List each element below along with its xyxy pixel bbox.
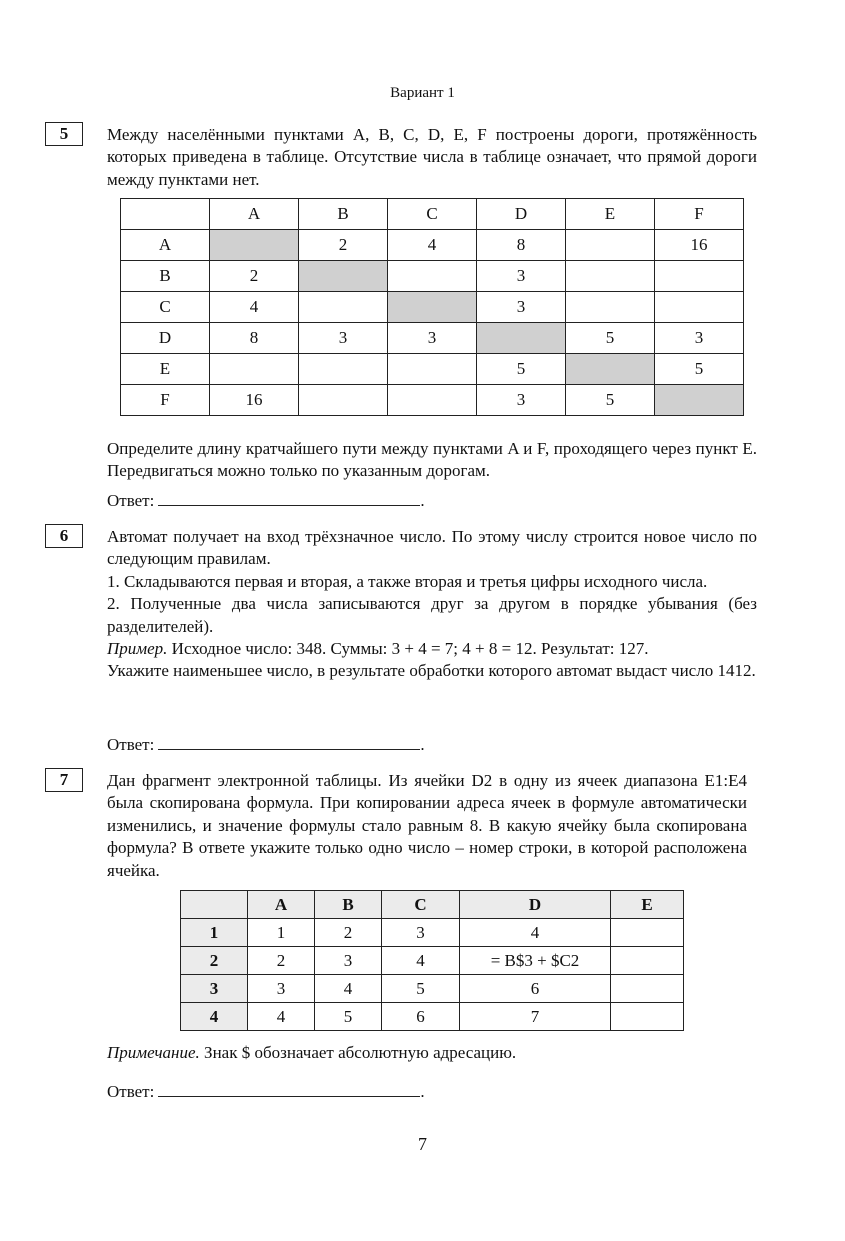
sheet-row-header: 2	[181, 947, 248, 975]
sheet-col-header: B	[315, 891, 382, 919]
table-row	[121, 385, 744, 416]
table-cell	[299, 385, 388, 416]
table-cell: 5	[655, 354, 744, 385]
table-cell-diagonal	[477, 323, 566, 354]
table-cell-diagonal	[655, 385, 744, 416]
table-cell-diagonal	[299, 261, 388, 292]
note-text: Знак $ обозначает абсолютную адресацию.	[199, 1043, 517, 1062]
spreadsheet-table	[180, 890, 684, 1031]
distance-table	[120, 198, 744, 416]
sheet-row-header: 3	[181, 975, 248, 1003]
table-cell: 4	[210, 292, 299, 323]
sheet-row-header: 1	[181, 919, 248, 947]
table-row-header: A	[121, 230, 210, 261]
table-cell-diagonal	[388, 292, 477, 323]
answer-line[interactable]	[158, 491, 420, 506]
table-cell	[210, 354, 299, 385]
note-label: Примечание.	[107, 1043, 200, 1062]
table-row	[121, 292, 744, 323]
table-cell: 3	[388, 323, 477, 354]
table-cell	[388, 385, 477, 416]
table-cell: 3	[477, 261, 566, 292]
question-5-prompt: Определите длину кратчайшего пути между пунктами A и F, проходящего через пункт E. Передвигаться можно только по указанным дорогам.	[107, 439, 757, 481]
table-cell: 5	[566, 385, 655, 416]
sheet-cell: 3	[382, 919, 460, 947]
table-cell-diagonal	[566, 354, 655, 385]
table-cell: 16	[655, 230, 744, 261]
answer-label: Ответ:	[107, 735, 155, 754]
sheet-cell: 4	[315, 975, 382, 1003]
question-6-p2: 1. Складываются первая и вторая, а также вторая и третья цифры исходного числа.	[107, 571, 708, 591]
table-cell: 3	[299, 323, 388, 354]
table-header-row	[121, 199, 744, 230]
table-cell: 2	[299, 230, 388, 261]
page-number: 7	[418, 1134, 427, 1154]
question-6-text	[107, 526, 757, 683]
table-col-header: C	[388, 199, 477, 230]
table-row	[121, 323, 744, 354]
sheet-col-header: E	[611, 891, 684, 919]
sheet-cell	[611, 919, 684, 947]
table-cell: 3	[655, 323, 744, 354]
table-cell: 8	[210, 323, 299, 354]
answer-6: Ответ: .	[107, 735, 425, 754]
table-row-header: B	[121, 261, 210, 292]
table-col-header: F	[655, 199, 744, 230]
answer-line[interactable]	[158, 1082, 420, 1097]
table-cell	[655, 292, 744, 323]
table-cell-diagonal	[210, 230, 299, 261]
sheet-cell: 4	[248, 1003, 315, 1031]
table-row-header: F	[121, 385, 210, 416]
question-7-note	[107, 1042, 757, 1064]
table-row	[121, 230, 744, 261]
sheet-corner-cell	[181, 891, 248, 919]
table-cell	[299, 292, 388, 323]
table-cell	[388, 261, 477, 292]
sheet-cell: 6	[382, 1003, 460, 1031]
table-cell: 3	[477, 292, 566, 323]
table-cell: 2	[210, 261, 299, 292]
sheet-row-header: 4	[181, 1003, 248, 1031]
sheet-cell: 3	[315, 947, 382, 975]
table-row-header: C	[121, 292, 210, 323]
sheet-cell: 4	[460, 919, 611, 947]
sheet-col-header: A	[248, 891, 315, 919]
table-cell: 3	[477, 385, 566, 416]
question-7-text: Дан фрагмент электронной таблицы. Из ячейки D2 в одну из ячеек диапазона E1:E4 была скопирована формула. При копировании адреса ячеек в формуле автоматически изменились, и значение формулы стало равным 8. В какую ячейку была скопирована формула? В ответе укажите только одно число – номер строки, в которой расположена ячейка.	[107, 771, 747, 880]
table-cell: 16	[210, 385, 299, 416]
question-number-7: 7	[45, 768, 83, 792]
table-col-header: B	[299, 199, 388, 230]
sheet-cell: 1	[248, 919, 315, 947]
table-row	[181, 919, 684, 947]
question-6-p5: Укажите наименьшее число, в результате обработки которого автомат выдаст число 1412.	[107, 661, 756, 681]
table-cell: 8	[477, 230, 566, 261]
table-col-header: A	[210, 199, 299, 230]
table-row	[181, 1003, 684, 1031]
table-cell	[566, 230, 655, 261]
sheet-cell: 2	[248, 947, 315, 975]
sheet-cell: 5	[315, 1003, 382, 1031]
table-cell	[655, 261, 744, 292]
example-label: Пример.	[107, 639, 168, 659]
table-cell	[299, 354, 388, 385]
sheet-col-header: D	[460, 891, 611, 919]
table-cell	[388, 354, 477, 385]
sheet-cell: 4	[382, 947, 460, 975]
question-6-p3: 2. Полученные два числа записываются друг за другом в порядке убывания (без разделителей).	[107, 594, 757, 636]
table-col-header: E	[566, 199, 655, 230]
question-number-6: 6	[45, 524, 83, 548]
table-row	[181, 975, 684, 1003]
sheet-cell: 7	[460, 1003, 611, 1031]
sheet-cell: 5	[382, 975, 460, 1003]
sheet-cell-formula: = B$3 + $C2	[460, 947, 611, 975]
example-text: Исходное число: 348. Суммы: 3 + 4 = 7; 4 + 8 = 12. Результат: 127.	[167, 639, 649, 659]
page-header: Вариант 1	[390, 85, 455, 101]
sheet-cell	[611, 975, 684, 1003]
table-col-header: D	[477, 199, 566, 230]
sheet-cell	[611, 1003, 684, 1031]
table-cell	[566, 261, 655, 292]
answer-7: Ответ: .	[107, 1082, 425, 1101]
question-number-5: 5	[45, 122, 83, 146]
sheet-header-row	[181, 891, 684, 919]
table-cell: 4	[388, 230, 477, 261]
answer-label: Ответ:	[107, 1082, 155, 1101]
sheet-cell: 2	[315, 919, 382, 947]
table-cell: 5	[477, 354, 566, 385]
answer-5: Ответ: .	[107, 491, 425, 510]
sheet-col-header: C	[382, 891, 460, 919]
sheet-cell: 6	[460, 975, 611, 1003]
answer-line[interactable]	[158, 735, 420, 750]
answer-label: Ответ:	[107, 491, 155, 510]
sheet-cell: 3	[248, 975, 315, 1003]
table-row	[181, 947, 684, 975]
sheet-cell	[611, 947, 684, 975]
table-row-header: E	[121, 354, 210, 385]
table-row	[121, 354, 744, 385]
table-cell	[566, 292, 655, 323]
table-row	[121, 261, 744, 292]
question-6-example	[107, 638, 757, 660]
table-corner-cell	[121, 199, 210, 230]
question-5-text: Между населёнными пунктами A, B, C, D, E, F построены дороги, протяжённость которых приведена в таблице. Отсутствие числа в таблице означает, что прямой дороги между пунктами нет.	[107, 125, 757, 189]
table-cell: 5	[566, 323, 655, 354]
table-row-header: D	[121, 323, 210, 354]
question-6-p1: Автомат получает на вход трёхзначное число. По этому числу строится новое число по следующим правилам.	[107, 527, 757, 569]
